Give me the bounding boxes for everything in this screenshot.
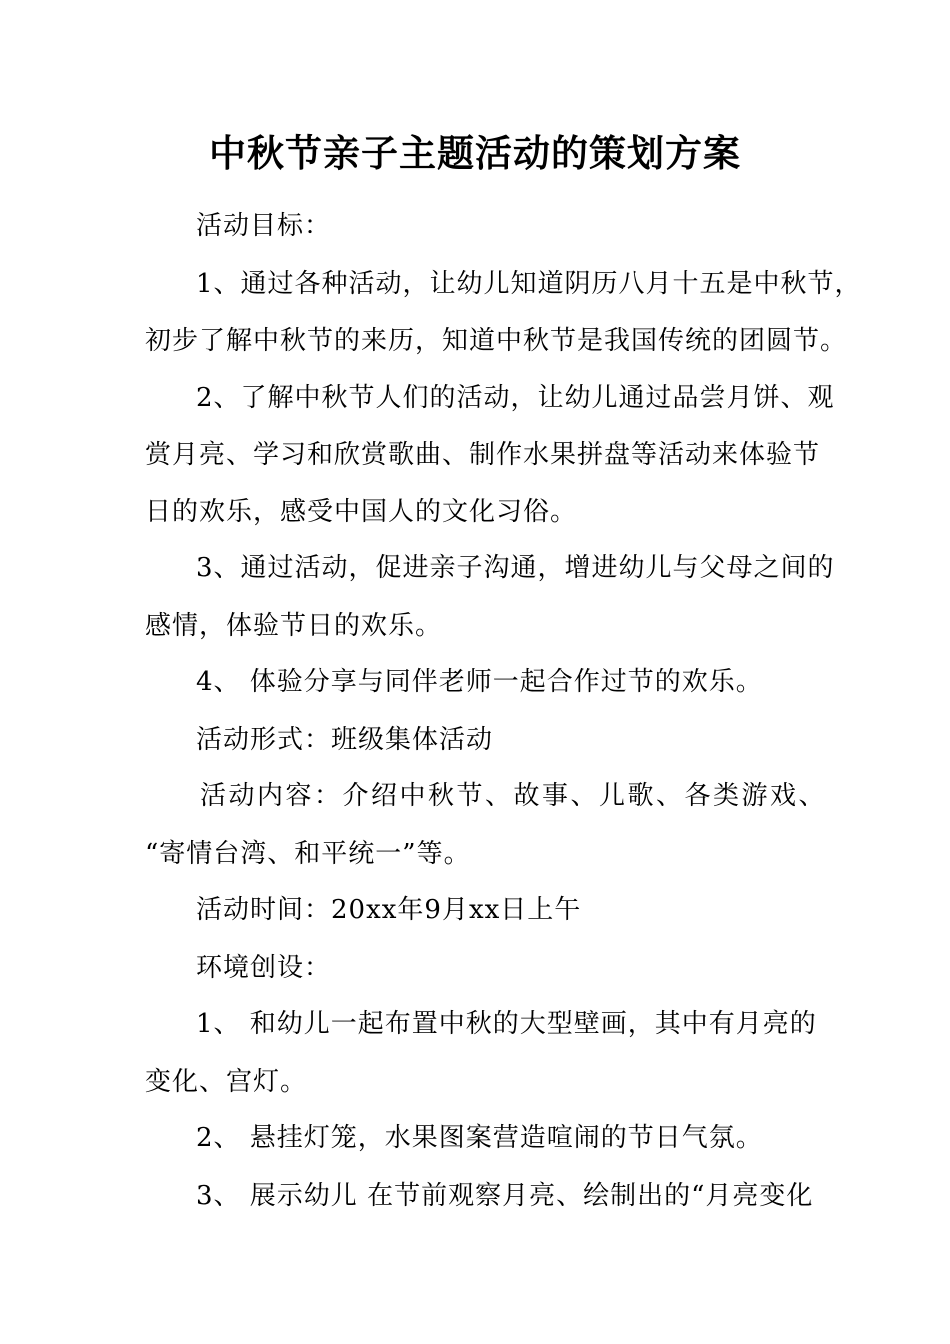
- paragraph-line: “寄情台湾、和平统一”等。: [145, 839, 471, 869]
- paragraph-line: 3、 展示幼儿 在节前观察月亮、绘制出的“月亮变化: [196, 1181, 814, 1211]
- paragraph-line: 感情，体验节日的欢乐。: [145, 611, 443, 641]
- paragraph-line: 2、了解中秋节人们的活动，让幼儿通过品尝月饼、观: [196, 383, 835, 413]
- paragraph-line: 活动目标：: [196, 211, 332, 241]
- paragraph-line: 变化、宫灯。: [145, 1067, 308, 1097]
- paragraph-line: 环境创设：: [196, 953, 332, 983]
- paragraph-line: 活动时间：20xx年9月xx日上午: [196, 895, 582, 925]
- paragraph-line: 3、通过活动，促进亲子沟通，增进幼儿与父母之间的: [196, 553, 835, 583]
- paragraph-line: 初步了解中秋节的来历，知道中秋节是我国传统的团圆节。: [145, 326, 848, 356]
- paragraph-line: 日的欢乐，感受中国人的文化习俗。: [145, 497, 578, 527]
- document-title: 中秋节亲子主题活动的策划方案: [209, 132, 741, 175]
- paragraph-line: 赏月亮、学习和欣赏歌曲、制作水果拼盘等活动来体验节: [145, 440, 821, 470]
- paragraph-line: 4、 体验分享与同伴老师一起合作过节的欢乐。: [196, 667, 763, 697]
- paragraph-line: 活动内容：介绍中秋节、故事、儿歌、各类游戏、: [200, 781, 828, 811]
- paragraph-line: 2、 悬挂灯笼，水果图案营造喧闹的节日气氛。: [196, 1123, 763, 1153]
- paragraph-line: 活动形式：班级集体活动: [196, 725, 494, 755]
- paragraph-line: 1、通过各种活动，让幼儿知道阴历八月十五是中秋节，: [196, 269, 862, 299]
- paragraph-line: 1、 和幼儿一起布置中秋的大型壁画，其中有月亮的: [196, 1009, 817, 1039]
